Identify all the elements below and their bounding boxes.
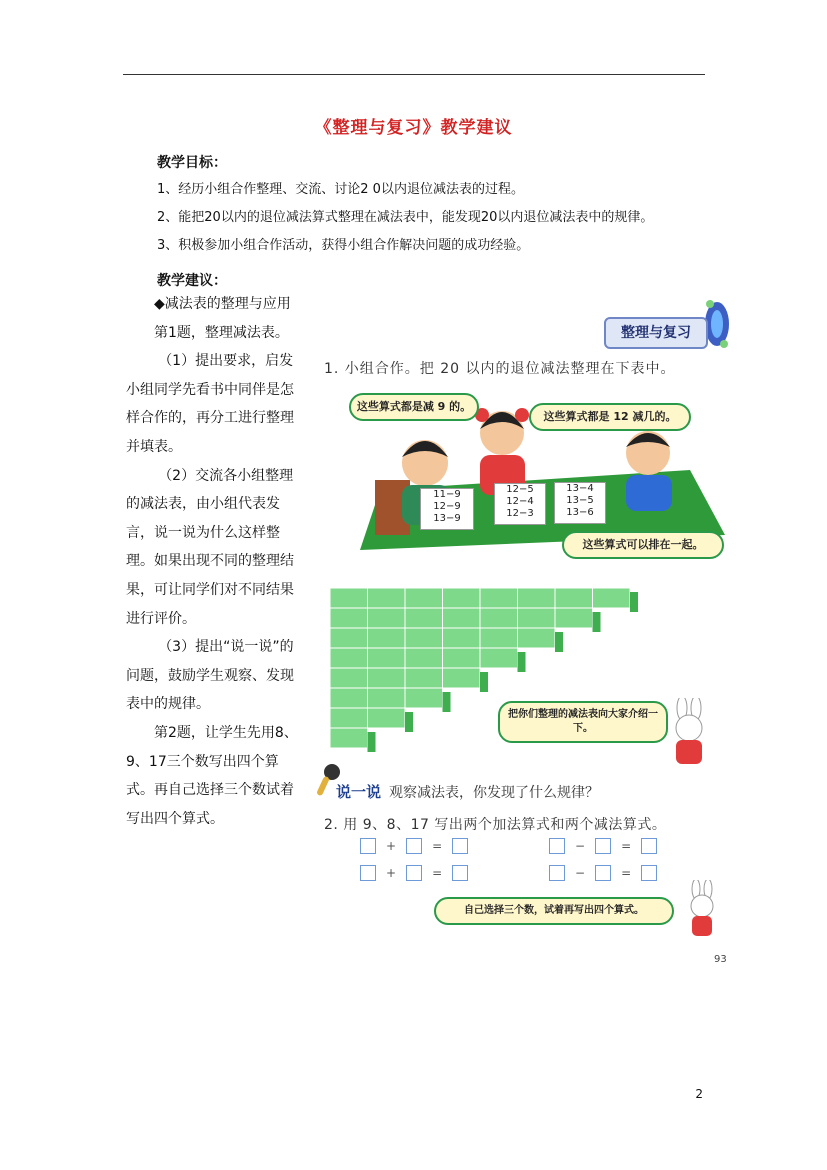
stair-edge (630, 592, 638, 612)
table-cell (480, 608, 518, 628)
speech-bubble-bottom: 这些算式可以排在一起。 (562, 531, 724, 559)
page-title: 《整理与复习》教学建议 (314, 118, 513, 138)
goal-item-1: 1、经历小组合作整理、交流、讨论2 0以内退位减法表的过程。 (157, 182, 524, 197)
answer-box[interactable] (549, 865, 565, 881)
say-prompt (336, 781, 599, 802)
stair-edge (555, 632, 563, 652)
stair-edge (405, 712, 413, 732)
card-line: 13−6 (566, 507, 594, 518)
table-cell (368, 648, 406, 668)
question-2: 2. 用 9、8、17 写出两个加法算式和两个减法算式。 (324, 817, 667, 833)
table-cell (368, 588, 406, 608)
table-cell (405, 668, 443, 688)
section-badge: 整理与复习 (604, 317, 708, 349)
answer-box[interactable] (595, 838, 611, 854)
equals-sign: = (432, 866, 443, 880)
table-cell (330, 648, 368, 668)
goal-item-2: 2、能把20以内的退位减法算式整理在减法表中，能发现20以内退位减法表中的规律。 (157, 210, 654, 225)
suggestion-paragraph: 第1题，整理减法表。 (154, 324, 289, 341)
table-cell (330, 588, 368, 608)
answer-box[interactable] (360, 838, 376, 854)
suggestion-paragraph: （2）交流各小组整理的减法表，由小组代表发言，说一说为什么这样整理。如果出现不同的整理结果，可让同学们对不同结果进行评价。 (126, 467, 294, 627)
stair-edge (443, 692, 451, 712)
table-cell (518, 628, 556, 648)
suggestion-paragraph: 第2题，让学生先用8、9、17三个数写出四个算式。再自己选择三个数试着写出四个算式。 (126, 724, 298, 827)
table-cell (593, 588, 631, 608)
table-cell (405, 688, 443, 708)
table-cell (330, 708, 368, 728)
suggestion-subtitle: ◆减法表的整理与应用 (154, 296, 291, 312)
equation-card (554, 482, 606, 524)
answer-box[interactable] (360, 865, 376, 881)
addition-row-2 (360, 865, 468, 881)
table-cell (330, 608, 368, 628)
answer-box[interactable] (406, 838, 422, 854)
card-line: 12−3 (506, 508, 534, 519)
subtraction-row-1 (549, 838, 657, 854)
minus-sign: − (575, 866, 586, 880)
goal-item-3: 3、积极参加小组合作活动，获得小组合作解决问题的成功经验。 (157, 238, 530, 253)
answer-box[interactable] (641, 838, 657, 854)
textbook-page-number: 93 (714, 954, 727, 965)
page-number: 2 (695, 1087, 703, 1101)
card-line: 13−4 (566, 483, 594, 494)
table-cell (555, 608, 593, 628)
answer-box[interactable] (406, 865, 422, 881)
equals-sign: = (432, 839, 443, 853)
table-cell (368, 708, 406, 728)
card-line: 13−9 (433, 513, 461, 524)
plus-sign: + (386, 839, 397, 853)
choose-numbers-bubble: 自己选择三个数，试着再写出四个算式。 (434, 897, 674, 925)
addition-row-1 (360, 838, 468, 854)
card-line: 12−5 (506, 484, 534, 495)
answer-box[interactable] (452, 865, 468, 881)
suggestion-paragraph: （1）提出要求，启发小组同学先看书中同伴是怎样合作的，再分工进行整理并填表。 (126, 353, 294, 455)
rabbit-small-icon (680, 880, 724, 938)
table-cell (480, 588, 518, 608)
table-cell (555, 588, 593, 608)
goals-heading: 教学目标： (157, 155, 227, 171)
equals-sign: = (621, 866, 632, 880)
table-cell (330, 628, 368, 648)
table-cell (405, 648, 443, 668)
say-text: 观察减法表，你发现了什么规律？ (389, 785, 600, 801)
table-cell (480, 628, 518, 648)
answer-box[interactable] (595, 865, 611, 881)
speech-bubble-right: 这些算式都是 12 减几的。 (529, 403, 691, 431)
stair-edge (368, 732, 376, 752)
rabbit-speech-bubble: 把你们整理的减法表向大家介绍一下。 (498, 701, 668, 743)
table-cell (330, 668, 368, 688)
suggestions-heading: 教学建议： (157, 273, 227, 289)
card-line: 12−9 (433, 501, 461, 512)
card-line: 11−9 (433, 489, 461, 500)
equation-card (420, 488, 474, 530)
table-cell (330, 728, 368, 748)
minus-sign: − (575, 839, 586, 853)
card-line: 12−4 (506, 496, 534, 507)
say-label: 说一说 (336, 783, 382, 801)
header-rule (123, 74, 705, 75)
table-cell (368, 608, 406, 628)
table-cell (443, 588, 481, 608)
answer-box[interactable] (549, 838, 565, 854)
suggestions-body (126, 290, 300, 833)
table-cell (405, 608, 443, 628)
stair-edge (518, 652, 526, 672)
stair-edge (593, 612, 601, 632)
speech-bubble-left: 这些算式都是减 9 的。 (349, 393, 479, 421)
answer-box[interactable] (641, 865, 657, 881)
table-cell (330, 688, 368, 708)
table-cell (443, 628, 481, 648)
table-cell (443, 668, 481, 688)
suggestion-paragraph: （3）提出“说一说”的问题，鼓励学生观察、发现表中的规律。 (126, 639, 294, 713)
answer-box[interactable] (452, 838, 468, 854)
table-cell (480, 648, 518, 668)
table-cell (368, 668, 406, 688)
card-line: 13−5 (566, 495, 594, 506)
stair-edge (480, 672, 488, 692)
table-cell (518, 608, 556, 628)
table-cell (405, 628, 443, 648)
table-cell (518, 588, 556, 608)
subtraction-row-2 (549, 865, 657, 881)
table-cell (368, 688, 406, 708)
table-cell (443, 608, 481, 628)
table-cell (368, 628, 406, 648)
rabbit-icon (658, 698, 722, 768)
equals-sign: = (621, 839, 632, 853)
table-cell (443, 648, 481, 668)
plus-sign: + (386, 866, 397, 880)
question-1: 1. 小组合作。把 20 以内的退位减法整理在下表中。 (324, 361, 676, 377)
equation-card (494, 483, 546, 525)
table-cell (405, 588, 443, 608)
